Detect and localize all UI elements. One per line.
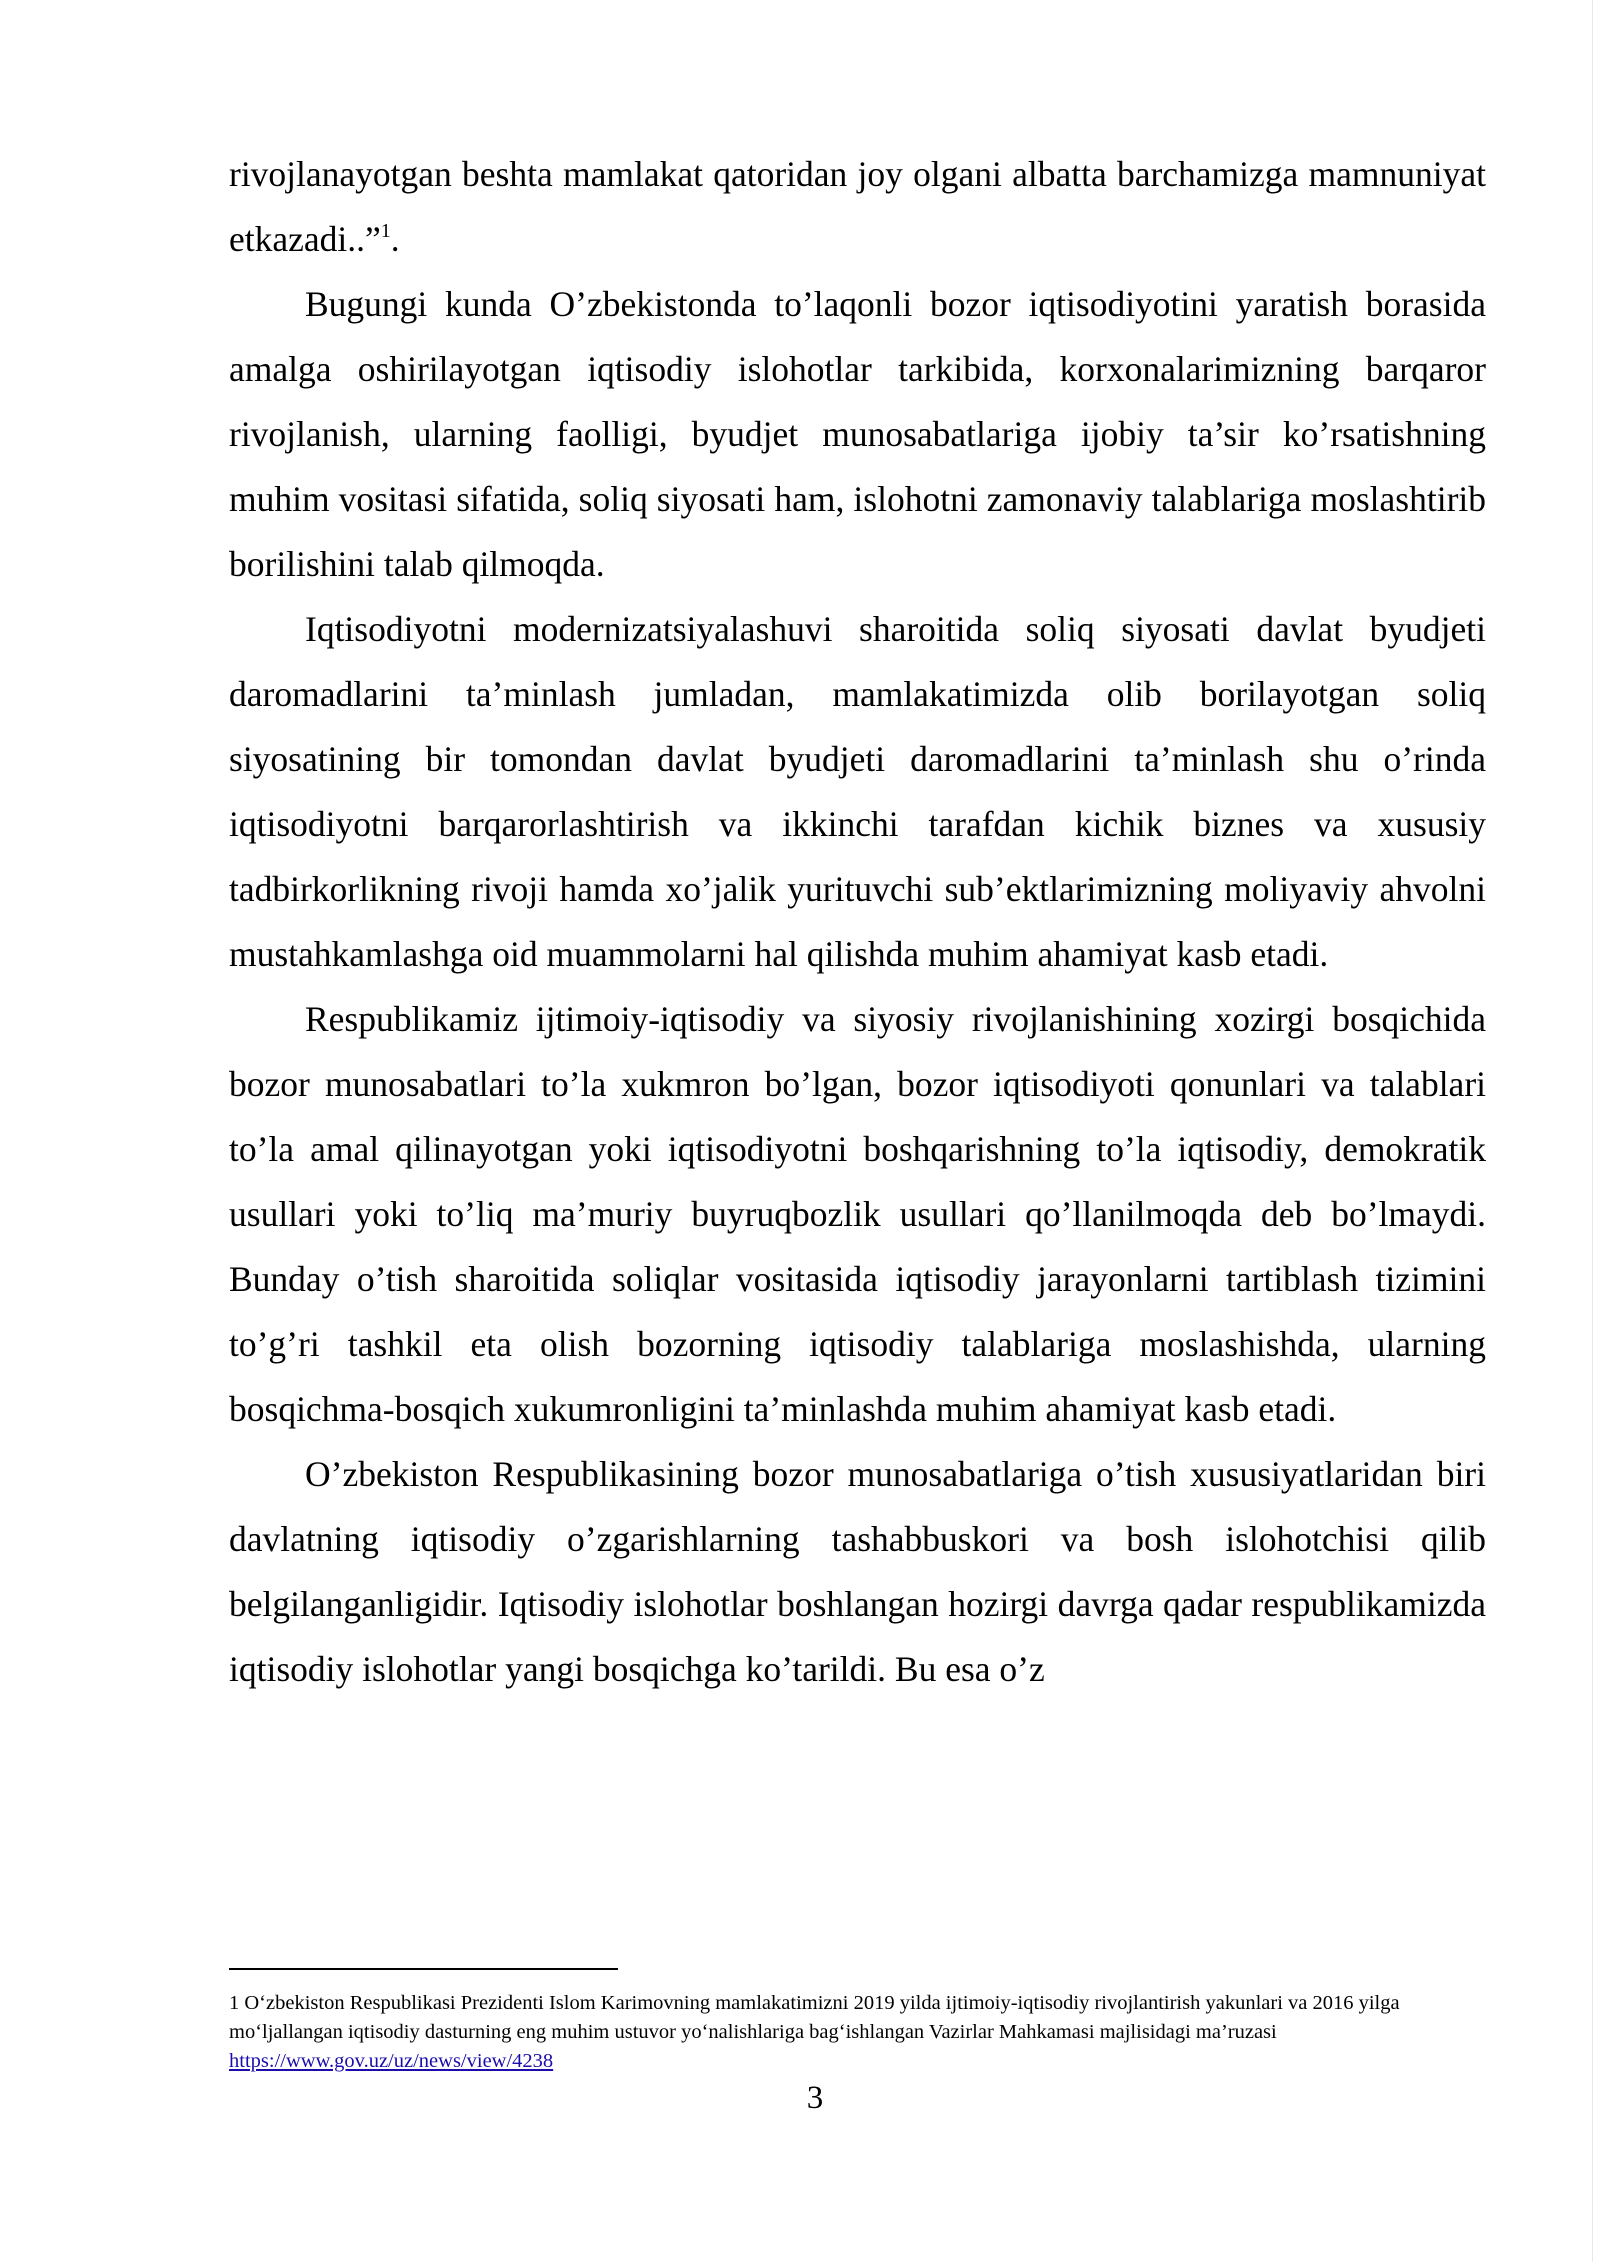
paragraph-1-text: rivojlanayotgan beshta mamlakat qatoridan joy olgani albatta barchamizga mamnuniyat etkazadi..”: [229, 154, 1486, 259]
footnote-link[interactable]: https://www.gov.uz/uz/news/view/4238: [229, 2050, 554, 2072]
paragraph-4: Respublikamiz ijtimoiy-iqtisodiy va siyosiy rivojlanishining xozirgi bosqichida bozor munosabatlari to’la xukmron bo’lgan, bozor iqtisodiyoti qonunlari va talablari to’la amal qilinayotgan yoki iqtisodiyotni boshqarishning to’la iqtisodiy, demokratik usullari yoki to’liq ma’muriy buyruqbozlik usullari qo’llanilmoqda deb bo’lmaydi. Bunday o’tish sharoitida soliqlar vositasida iqtisodiy jarayonlarni tartiblash tizimini to’g’ri tashkil eta olish bozorning iqtisodiy talablariga moslashishda, ularning bosqichma-bosqich xukumronligini ta’minlashda muhim ahamiyat kasb etadi.: [229, 999, 1486, 1429]
paragraph-1-tail: .: [390, 219, 400, 259]
paragraph-2: Bugungi kunda O’zbekistonda to’laqonli bozor iqtisodiyotini yaratish borasida amalga oshirilayotgan iqtisodiy islohotlar tarkibida, korxonalarimizning barqaror rivojlanish, ularning faolligi, byudjet munosabatlariga ijobiy ta’sir ko’rsatishning muhim vositasi sifatida, soliq siyosati ham, islohotni zamonaviy talablariga moslashtirib borilishini talab qilmoqda.: [229, 284, 1486, 584]
paragraph-5: O’zbekiston Respublikasining bozor munosabatlariga o’tish xususiyatlaridan biri davlatning iqtisodiy o’zgarishlarning tashabbuskori va bosh islohotchisi qilib belgilanganligidir. Iqtisodiy islohotlar boshlangan hozirgi davrga qadar respublikamizda iqtisodiy islohotlar yangi bosqichga ko’tarildi. Bu esa o’z: [229, 1454, 1486, 1689]
footnote-text: 1 O‘zbekiston Respublikasi Prezidenti Islom Karimovning mamlakatimizni 2019 yilda ijtimoiy-iqtisodiy rivojlantirish yakunlari va 2016 yilga mo‘ljallangan iqtisodiy dasturning eng muhim ustuvor yo‘nalishlariga bag‘ishlangan Vazirlar Mahkamasi majlisidagi ma’ruzasi: [229, 1992, 1400, 2043]
footnote-separator: [229, 1968, 618, 1970]
paragraph-1: [229, 142, 1486, 272]
page-edge-line: [1592, 0, 1593, 2262]
footnote-reference[interactable]: 1: [380, 220, 391, 242]
body-text: [229, 142, 1486, 1702]
page-number: 3: [806, 2080, 824, 2116]
footnote: [229, 1989, 1409, 2076]
paragraph-3: Iqtisodiyotni modernizatsiyalashuvi sharoitida soliq siyosati davlat byudjeti daromadlarini ta’minlash jumladan, mamlakatimizda olib borilayotgan soliq siyosatining bir tomondan davlat byudjeti daromadlarini ta’minlash shu o’rinda iqtisodiyotni barqarorlashtirish va ikkinchi tarafdan kichik biznes va xususiy tadbirkorlikning rivoji hamda xo’jalik yurituvchi sub’ektlarimizning moliyaviy ahvolni mustahkamlashga oid muammolarni hal qilishda muhim ahamiyat kasb etadi.: [229, 609, 1486, 974]
